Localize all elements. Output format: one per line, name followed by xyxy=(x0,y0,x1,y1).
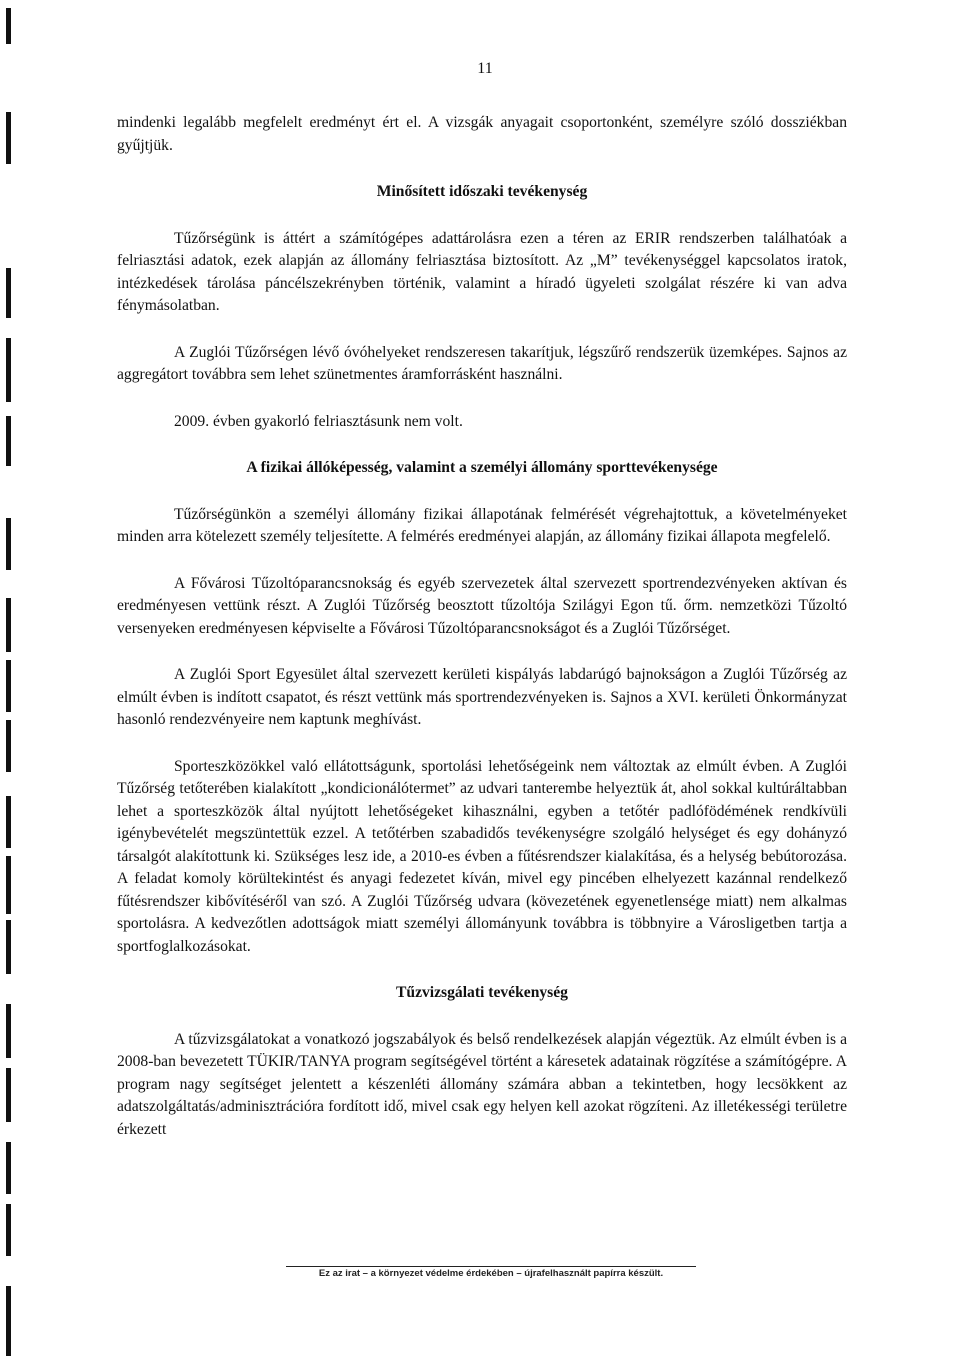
scan-edge-mark xyxy=(6,338,11,402)
section-heading: A fizikai állóképesség, valamint a személyi állomány sporttevékenysége xyxy=(246,459,718,476)
footer-divider xyxy=(286,1266,696,1267)
paragraph: 2009. évben gyakorló felriasztásunk nem volt. xyxy=(174,412,463,430)
scan-edge-mark xyxy=(6,720,11,772)
paragraph: Sporteszközökkel való ellátottságunk, sportolási lehetőségeink nem változtak az elmúlt évben. A Zuglói Tűzőrség tetőterében kialakított „kondicionálótermet” az udvari tanterembe helyeztük át, ahol sokkal kultúráltabban lehet a sporteszközök által nyújtott lehetőségeket kihasználni, egyben a tetőtér padlófödémének rendkívüli igénybevételét megszüntettük ezzel. A tetőtérben szabadidős tevékenységre szolgáló helységet és egy dohányzó társalgót alakítottunk ki. Szükséges lesz ide, a 2010-es évben a fűtésrendszer kialakítása, és a helység bebútorozása. A feladat komoly körültekintést és anyagi fedezetet kíván, mivel egy pincében elhelyezett kazánnal rendelkező fűtésrendszer kibővítéséről van szó. A Zuglói Tűzőrség udvara (kövezetének egyenetlensége miatt) nem alkalmas sportolásra. A kedvezőtlen adottságok miatt személyi állományunk továbbra is többnyire a Városligetben tartja a sportfoglalkozásokat. xyxy=(117,757,847,955)
section-heading: Minősített időszaki tevékenység xyxy=(376,183,588,200)
page-number: 11 xyxy=(477,60,493,77)
scan-edge-mark xyxy=(6,416,11,466)
paragraph: Tűzőrségünkön a személyi állomány fizikai állapotának felmérését végrehajtottuk, a követelményeket minden arra kötelezett személy teljesítette. A felmérés eredményei alapján, az állomány fizikai állapota megfelelő. xyxy=(117,505,847,545)
scan-edge-mark xyxy=(6,268,11,318)
paragraph: A Fővárosi Tűzoltóparancsnokság és egyéb szervezetek által szervezett sportrendezvényeken aktívan és eredményesen vettünk részt. A Zuglói Tűzőrség beosztott tűzoltója Szilágyi Egon tű. őrm. nemzetközi Tűzoltó versenyeken eredményesen képviselte a Fővárosi Tűzoltóparancsnokságot és a Zuglói Tűzőrséget. xyxy=(117,574,847,637)
footer-note: Ez az irat – a környezet védelme érdekében – újrafelhasznált papírra készült. xyxy=(318,1268,664,1279)
paragraph: A Zuglói Sport Egyesület által szervezett kerületi kispályás labdarúgó bajnokságon a Zuglói Tűzőrség az elmúlt évben is indított csapatot, és részt vettünk más sportrendezvényeken is. Sajnos a XVI. kerületi Önkormányzat hasonló rendezvényeire nem kaptunk meghívást. xyxy=(117,666,847,728)
paragraph: Tűzőrségünk is áttért a számítógépes adattárolásra ezen a téren az ERIR rendszerben találhatóak a felriasztási adatok, ezek alapján az állomány felriasztása biztosított. Az „M” tevékenységgel kapcsolatos iratok, intézkedések tárolása páncélszekrényben történik, valamint a híradó ügyeleti szolgálat részére ki van adva fénymásolatban. xyxy=(117,229,847,314)
scan-edge-mark xyxy=(6,1204,11,1256)
paragraph: A tűzvizsgálatokat a vonatkozó jogszabályok és belső rendelkezések alapján végeztük. Az elmúlt évben is a 2008-ban bevezetett TÜKIR/TANYA program segítségével történt a káresetek adatainak rögzítése a számítógépre. A program nagy segítséget jelentett a készenléti állomány számára abban a tekintetben, hogy lecsökkent az adatszolgáltatás/adminisztrációra fordított idő, mivel csak egy helyen kell azokat rögzíteni. Az illetékességi területre érkezett xyxy=(117,1030,847,1138)
scan-edge-mark xyxy=(6,1068,11,1122)
paragraph: A Zuglói Tűzőrségen lévő óvóhelyeket rendszeresen takarítjuk, légszűrő rendszerük üzemképes. Sajnos az aggregátort továbbra sem lehet szünetmentes áramforrásként használni. xyxy=(117,343,847,383)
section-heading: Tűzvizsgálati tevékenység xyxy=(396,984,568,1001)
scan-edge-mark xyxy=(6,856,11,914)
scan-edge-mark xyxy=(6,920,11,974)
paragraph: mindenki legalább megfelelt eredményt ért el. A vizsgák anyagait csoportonként, személyre szóló dossziékban gyűjtjük. xyxy=(117,114,847,154)
scan-edge-mark xyxy=(6,8,11,44)
scan-edge-mark xyxy=(6,1286,11,1356)
scan-edge-mark xyxy=(6,518,11,570)
scan-edge-mark xyxy=(6,1004,11,1058)
document-body xyxy=(117,112,847,1165)
scan-edge-mark xyxy=(6,598,11,652)
scan-edge-mark xyxy=(6,1142,11,1194)
scan-edge-mark xyxy=(6,660,11,712)
scan-edge-mark xyxy=(6,112,11,164)
scan-edge-mark xyxy=(6,796,11,848)
